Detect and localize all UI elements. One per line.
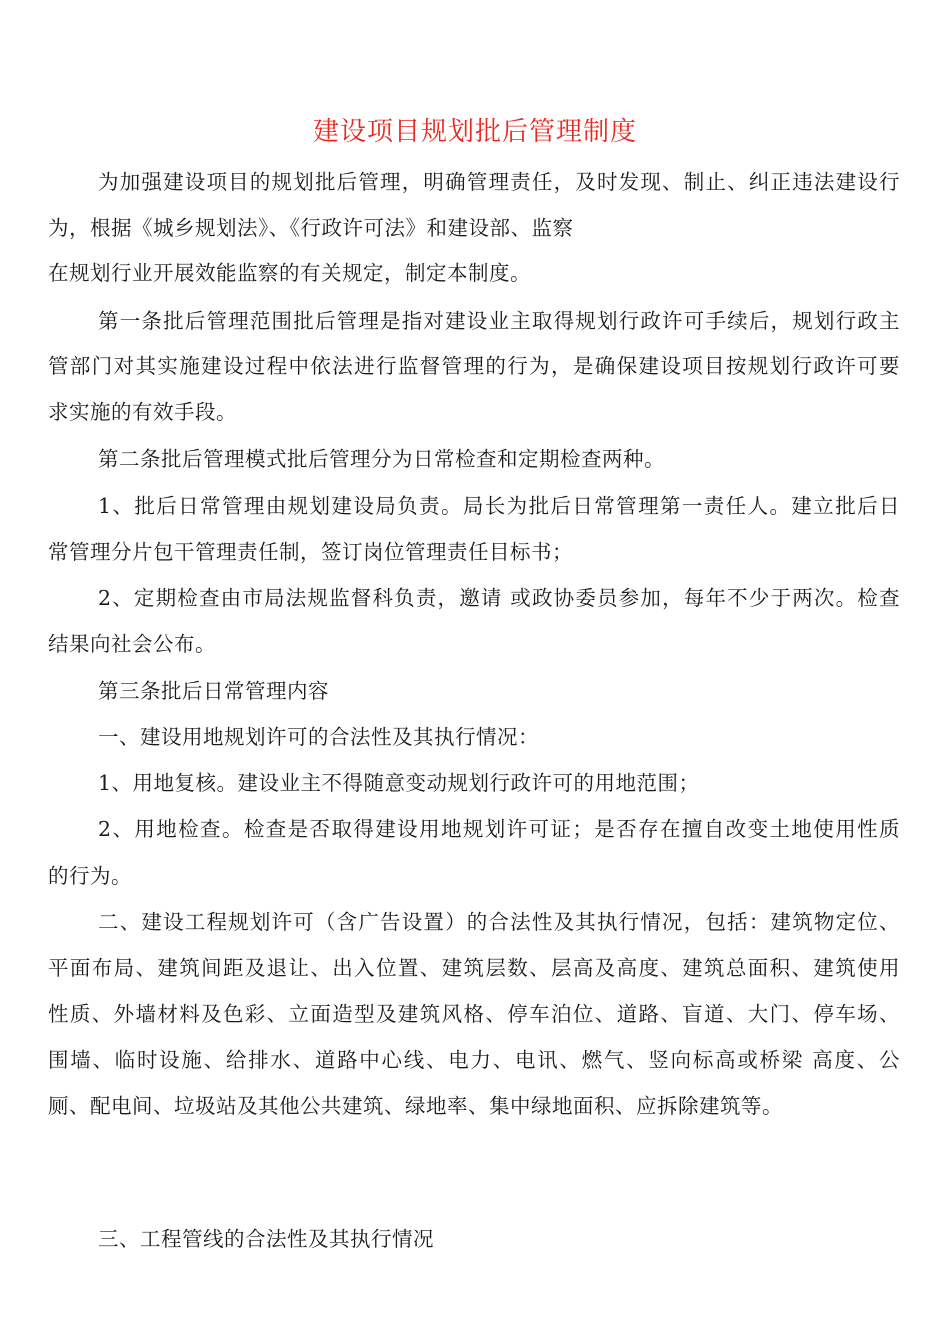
paragraph-line: 2、定期检查由市局法规监督科负责，邀请 或政协委员参加，每年不少于两次。检查 xyxy=(98,586,900,610)
paragraph-line: 厕、配电间、垃圾站及其他公共建筑、绿地率、集中绿地面积、应拆除建筑等。 xyxy=(48,1094,783,1118)
paragraph-line: 第一条批后管理范围批后管理是指对建设业主取得规划行政许可手续后，规划行政主 xyxy=(98,309,900,333)
paragraph-line: 2、用地检查。检查是否取得建设用地规划许可证；是否存在擅自改变土地使用性质 xyxy=(98,817,900,841)
paragraph-line: 求实施的有效手段。 xyxy=(48,400,237,424)
paragraph-line: 1、批后日常管理由规划建设局负责。局长为批后日常管理第一责任人。建立批后日 xyxy=(98,494,900,518)
paragraph-line: 围墙、临时设施、给排水、道路中心线、电力、电讯、燃气、竖向标高或桥梁 高度、公 xyxy=(48,1048,900,1072)
section-heading: 三、工程管线的合法性及其执行情况 xyxy=(98,1227,434,1251)
paragraph-line: 为加强建设项目的规划批后管理，明确管理责任，及时发现、制止、纠正违法建设行 xyxy=(98,170,900,194)
paragraph-line: 性质、外墙材料及色彩、立面造型及建筑风格、停车泊位、道路、盲道、大门、停车场、 xyxy=(48,1002,900,1026)
paragraph-line: 常管理分片包干管理责任制，签订岗位管理责任目标书； xyxy=(48,540,573,564)
paragraph-line: 平面布局、建筑间距及退让、出入位置、建筑层数、层高及高度、建筑总面积、建筑使用 xyxy=(48,956,900,980)
paragraph-line: 1、用地复核。建设业主不得随意变动规划行政许可的用地范围； xyxy=(98,771,700,795)
document-title: 建设项目规划批后管理制度 xyxy=(312,117,637,147)
section-heading: 第三条批后日常管理内容 xyxy=(98,679,329,703)
paragraph-line: 二、建设工程规划许可（含广告设置）的合法性及其执行情况，包括：建筑物定位、 xyxy=(98,910,900,934)
paragraph-line: 一、建设用地规划许可的合法性及其执行情况： xyxy=(98,725,539,749)
paragraph-line: 结果向社会公布。 xyxy=(48,632,216,656)
paragraph-line: 为，根据《城乡规划法》、《行政许可法》和建设部、监察 xyxy=(48,216,574,240)
paragraph-line: 管部门对其实施建设过程中依法进行监督管理的行为，是确保建设项目按规划行政许可要 xyxy=(48,354,900,378)
paragraph-line: 第二条批后管理模式批后管理分为日常检查和定期检查两种。 xyxy=(98,447,665,471)
paragraph-line: 的行为。 xyxy=(48,864,132,888)
paragraph-line: 在规划行业开展效能监察的有关规定，制定本制度。 xyxy=(48,261,531,285)
